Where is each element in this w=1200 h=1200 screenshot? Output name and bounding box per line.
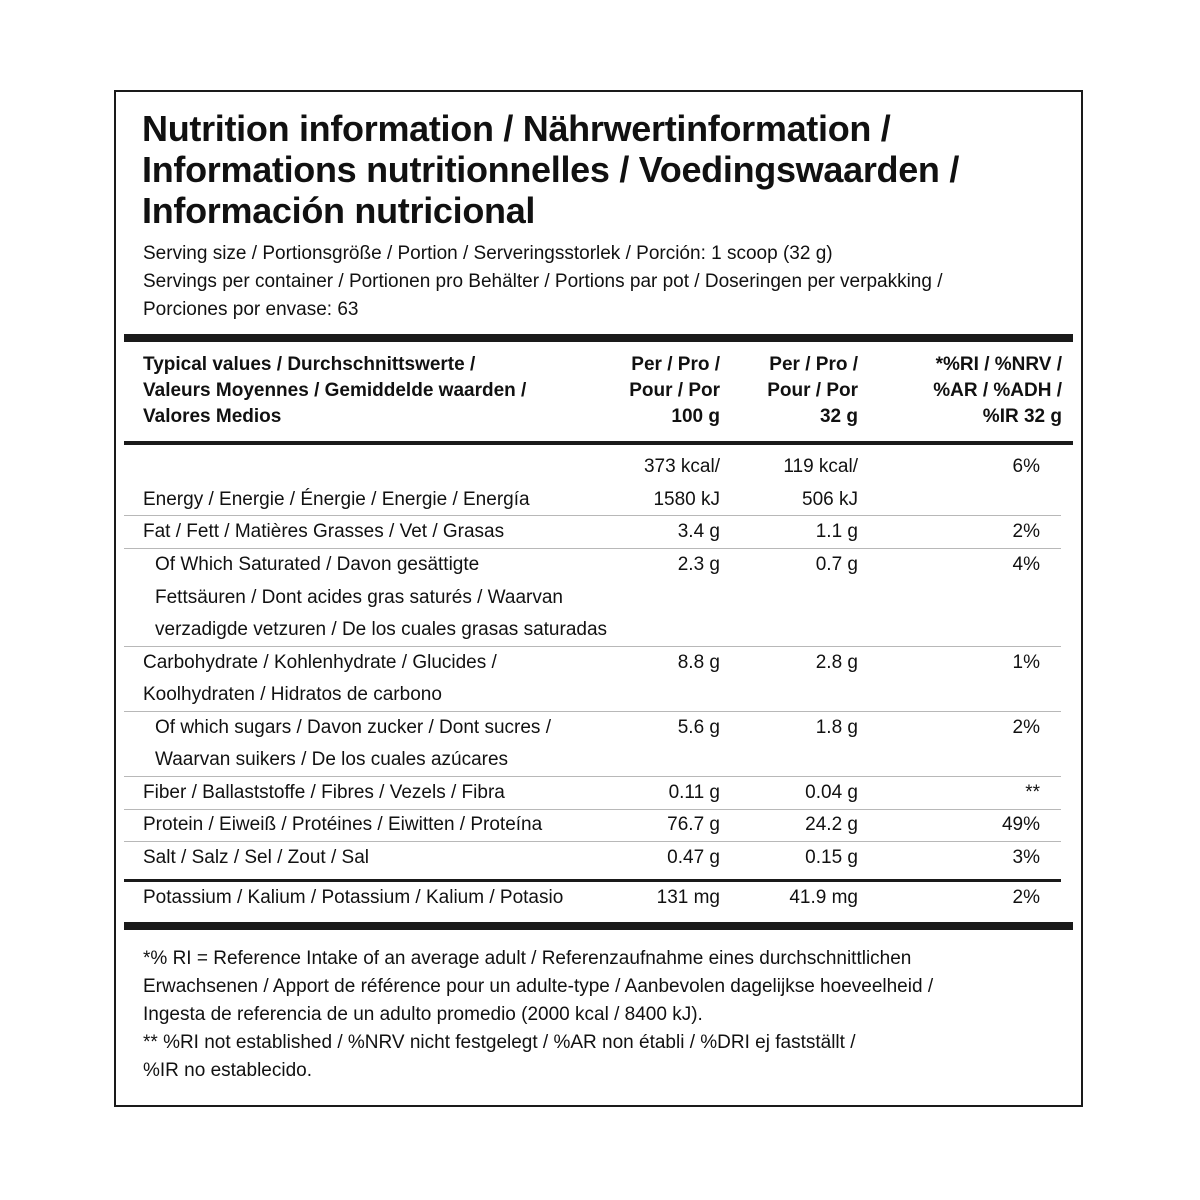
energy-kcal-32g: 119 kcal/ [783,456,858,477]
fiber-reference-intake: ** [1025,782,1040,803]
protein-reference-intake: 49% [1001,814,1040,835]
title-line: Nutrition information / Nährwertinformation / [142,108,891,149]
carbohydrate-reference-intake: 1% [1012,652,1040,673]
saturated-per-32g: 0.7 g [815,554,858,575]
nutrient-name-carbohydrate: Carbohydrate / Kohlenhydrate / Glucides / [143,652,497,673]
header-per-100g: Per / Pro / Pour / Por 100 g [629,354,720,427]
energy-kj-32g: 506 kJ [802,489,858,510]
nutrient-name-sugars: Waarvan suikers / De los cuales azúcares [155,749,509,770]
servings-per-container-line: Porciones por envase: 63 [143,299,359,320]
nutrient-name-sugars: Of which sugars / Davon zucker / Dont sucres / [155,717,551,738]
fat-reference-intake: 2% [1012,521,1040,542]
protein-per-100g: 76.7 g [667,814,720,835]
nutrient-name-saturated: Of Which Saturated / Davon gesättigte [155,554,480,575]
energy-kcal-100g: 373 kcal/ [643,456,720,477]
sugars-per-32g: 1.8 g [815,717,858,738]
footnote-line: Erwachsenen / Apport de référence pour un adulte-type / Aanbevolen dagelijkse hoeveelheid / [143,976,934,997]
footnote-line: %IR no establecido. [143,1060,312,1081]
salt-per-100g: 0.47 g [667,847,720,868]
title-line: Información nutricional [142,190,536,231]
divider-thick [124,922,1073,930]
saturated-per-100g: 2.3 g [677,554,720,575]
nutrient-name-fat: Fat / Fett / Matières Grasses / Vet / Grasas [143,521,505,542]
header-per-32g: Per / Pro / Pour / Por 32 g [767,354,858,427]
serving-size-line: Serving size / Portionsgröße / Portion / Serveringsstorlek / Porción: 1 scoop (32 g) [143,243,833,264]
divider-thick [124,334,1073,342]
footnote-line: *% RI = Reference Intake of an average adult / Referenzaufnahme eines durchschnittlichen [143,948,912,969]
nutrition-title [142,108,959,231]
fiber-per-100g: 0.11 g [668,782,720,803]
header-typical-values: Typical values / Durchschnittswerte / Valeurs Moyennes / Gemiddelde waarden / Valores Medios [143,354,527,427]
fat-per-32g: 1.1 g [815,521,858,542]
saturated-reference-intake: 4% [1012,554,1040,575]
protein-per-32g: 24.2 g [805,814,858,835]
footnote-line: Ingesta de referencia de un adulto promedio (2000 kcal / 8400 kJ). [143,1004,703,1025]
footnote [143,945,933,1085]
divider-header [124,441,1073,445]
salt-per-32g: 0.15 g [805,847,858,868]
nutrient-name-potassium: Potassium / Kalium / Potassium / Kalium / Potasio [143,887,564,908]
energy-reference-intake: 6% [1012,456,1040,477]
energy-kj-100g: 1580 kJ [653,489,720,510]
nutrient-name-salt: Salt / Salz / Sel / Zout / Sal [143,847,369,868]
nutrient-name-energy: Energy / Energie / Énergie / Energie / Energía [143,489,530,510]
potassium-per-100g: 131 mg [656,887,720,908]
sugars-reference-intake: 2% [1012,717,1040,738]
nutrient-name-protein: Protein / Eiweiß / Protéines / Eiwitten / Proteína [143,814,543,835]
nutrient-name-carbohydrate: Koolhydraten / Hidratos de carbono [143,684,442,705]
potassium-reference-intake: 2% [1012,887,1040,908]
sugars-per-100g: 5.6 g [677,717,720,738]
carbohydrate-per-100g: 8.8 g [677,652,720,673]
potassium-per-32g: 41.9 mg [789,887,858,908]
nutrient-name-saturated: Fettsäuren / Dont acides gras saturés / Waarvan [155,587,563,608]
salt-reference-intake: 3% [1012,847,1040,868]
carbohydrate-per-32g: 2.8 g [815,652,858,673]
fat-per-100g: 3.4 g [677,521,720,542]
header-reference-intake: *%RI / %NRV / %AR / %ADH / %IR 32 g [933,354,1062,427]
nutrient-name-saturated: verzadigde vetzuren / De los cuales grasas saturadas [155,619,608,640]
footnote-line: ** %RI not established / %NRV nicht festgelegt / %AR non établi / %DRI ej fastställt / [143,1032,856,1053]
servings-per-container-line: Servings per container / Portionen pro Behälter / Portions par pot / Doseringen per verpakking / [143,271,943,292]
serving-info [143,240,943,324]
title-line: Informations nutritionnelles / Voedingswaarden / [142,149,960,190]
fiber-per-32g: 0.04 g [805,782,858,803]
nutrient-name-fiber: Fiber / Ballaststoffe / Fibres / Vezels / Fibra [143,782,505,803]
